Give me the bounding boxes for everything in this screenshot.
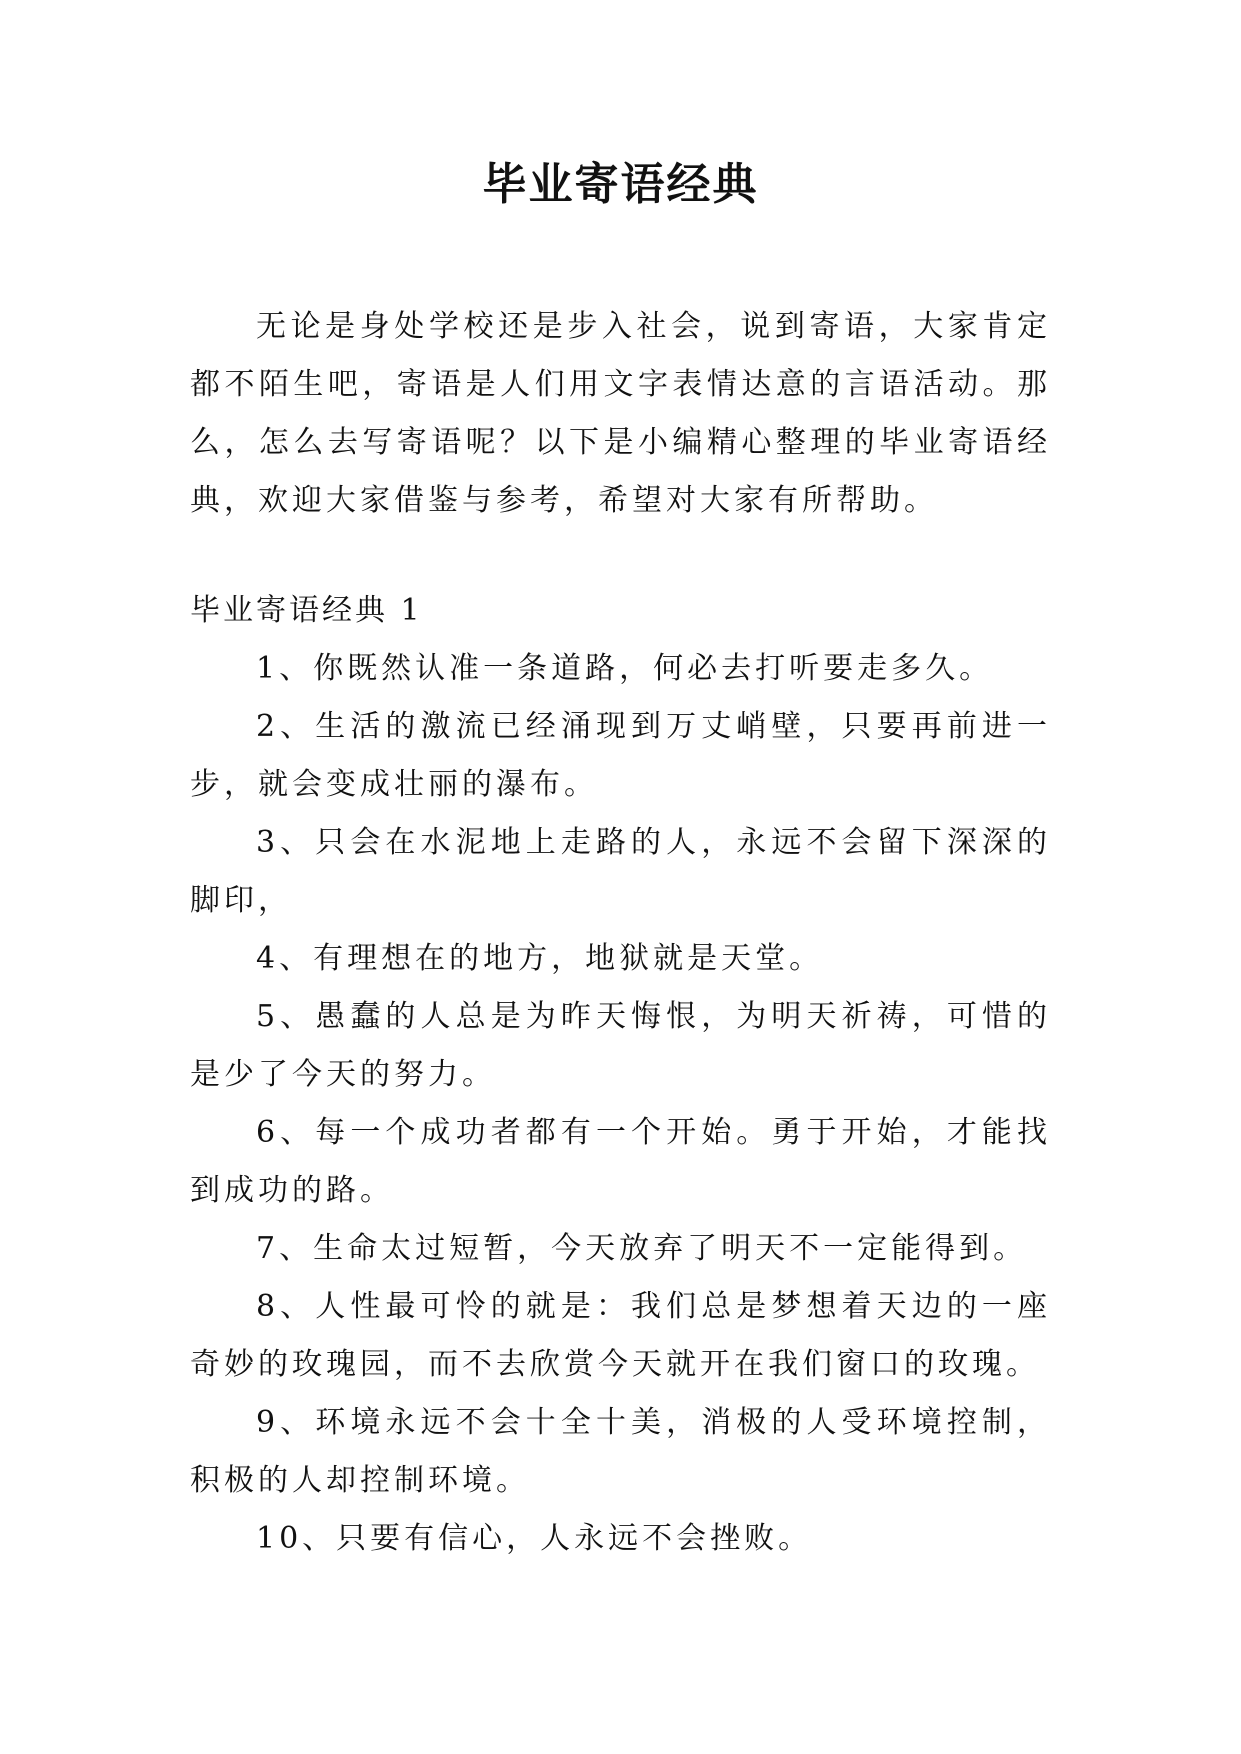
list-item: 4、有理想在的地方，地狱就是天堂。 bbox=[256, 941, 824, 976]
intro-paragraph: 无论是身处学校还是步入社会，说到寄语，大家肯定都不陌生吧，寄语是人们用文字表情达意的言语活动。那么，怎么去写寄语呢？以下是小编精心整理的毕业寄语经典，欢迎大家借鉴与参考，希望对大家有所帮助。 bbox=[190, 309, 1051, 518]
list-item: 6、每一个成功者都有一个开始。勇于开始，才能找到成功的路。 bbox=[190, 1115, 1051, 1208]
list-item: 10、只要有信心，人永远不会挫败。 bbox=[256, 1521, 813, 1556]
section-heading: 毕业寄语经典 1 bbox=[190, 593, 423, 628]
list-item: 7、生命太过短暂，今天放弃了明天不一定能得到。 bbox=[256, 1231, 1028, 1266]
list-item: 9、环境永远不会十全十美，消极的人受环境控制，积极的人却控制环境。 bbox=[190, 1405, 1051, 1498]
document-title: 毕业寄语经典 bbox=[482, 159, 759, 210]
quote-list bbox=[190, 640, 1051, 1568]
list-item: 8、人性最可怜的就是：我们总是梦想着天边的一座奇妙的玫瑰园，而不去欣赏今天就开在我们窗口的玫瑰。 bbox=[190, 1289, 1051, 1382]
list-item: 2、生活的激流已经涌现到万丈峭壁，只要再前进一步，就会变成壮丽的瀑布。 bbox=[190, 709, 1051, 802]
list-item: 5、愚蠢的人总是为昨天悔恨，为明天祈祷，可惜的是少了今天的努力。 bbox=[190, 999, 1051, 1092]
list-item: 3、只会在水泥地上走路的人，永远不会留下深深的脚印， bbox=[190, 825, 1051, 918]
list-item: 1、你既然认准一条道路，何必去打听要走多久。 bbox=[256, 651, 994, 686]
